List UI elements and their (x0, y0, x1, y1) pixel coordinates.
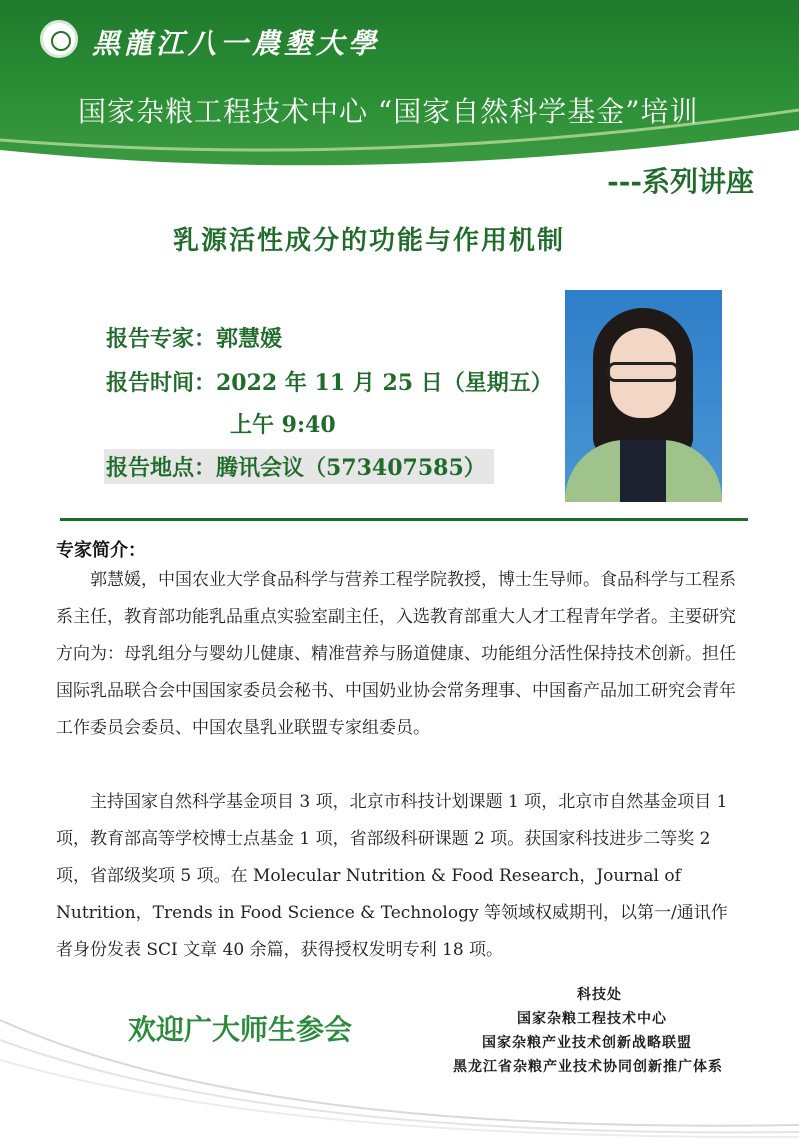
section-divider (60, 518, 748, 521)
organizer-2: 国家杂粮工程技术中心 (517, 1011, 667, 1027)
university-logo (40, 20, 78, 58)
speaker-photo (565, 290, 722, 502)
bio-heading: 专家简介： (56, 540, 146, 561)
welcome-message: 欢迎广大师生参会 (128, 1013, 353, 1046)
speaker-info: 报告专家：郭慧媛 (106, 326, 283, 352)
time-info-continued: 上午 9:40 (230, 412, 336, 438)
lecture-title: 乳源活性成分的功能与作用机制 (173, 226, 566, 256)
location-info: 报告地点：腾讯会议（573407585） (104, 449, 494, 484)
header-band (0, 0, 799, 175)
center-title: 国家杂粮工程技术中心 “国家自然科学基金”培训 (78, 95, 699, 128)
organizer-4: 黑龙江省杂粮产业技术协同创新推广体系 (453, 1059, 723, 1075)
photo-shirt (620, 440, 666, 502)
university-name: 黑龍江八一農墾大學 (92, 27, 381, 60)
time-info: 报告时间：2022 年 11 月 25 日（星期五） (106, 370, 553, 396)
series-label: ---系列讲座 (607, 165, 754, 198)
bio-paragraph-2: 主持国家自然科学基金项目 3 项，北京市科技计划课题 1 项，北京市自然基金项目 1 项，教育部高等学校博士点基金 1 项，省部级科研课题 2 项。获国家科技进步二等奖 2 项，省部级奖项 5 项。在 Molecular Nutrition & Food Research，Journal of Nutrition，Trends in Food Science & Technology 等领域权威期刊，以第一/通讯作者身份发表 SCI 文章 40 余篇，获得授权发明专利 18 项。 (56, 792, 728, 960)
bio-paragraph-1: 郭慧媛，中国农业大学食品科学与营养工程学院教授，博士生导师。食品科学与工程系系主任，教育部功能乳品重点实验室副主任，入选教育部重大人才工程青年学者。主要研究方向为：母乳组分与婴幼儿健康、精准营养与肠道健康、功能组分活性保持技术创新。担任国际乳品联合会中国国家委员会秘书、中国奶业协会常务理事、中国畜产品加工研究会青年工作委员会委员、中国农垦乳业联盟专家组委员。 (56, 570, 736, 738)
photo-glasses (607, 362, 679, 382)
organizer-3: 国家杂粮产业技术创新战略联盟 (482, 1035, 692, 1051)
organizer-1: 科技处 (577, 987, 622, 1003)
